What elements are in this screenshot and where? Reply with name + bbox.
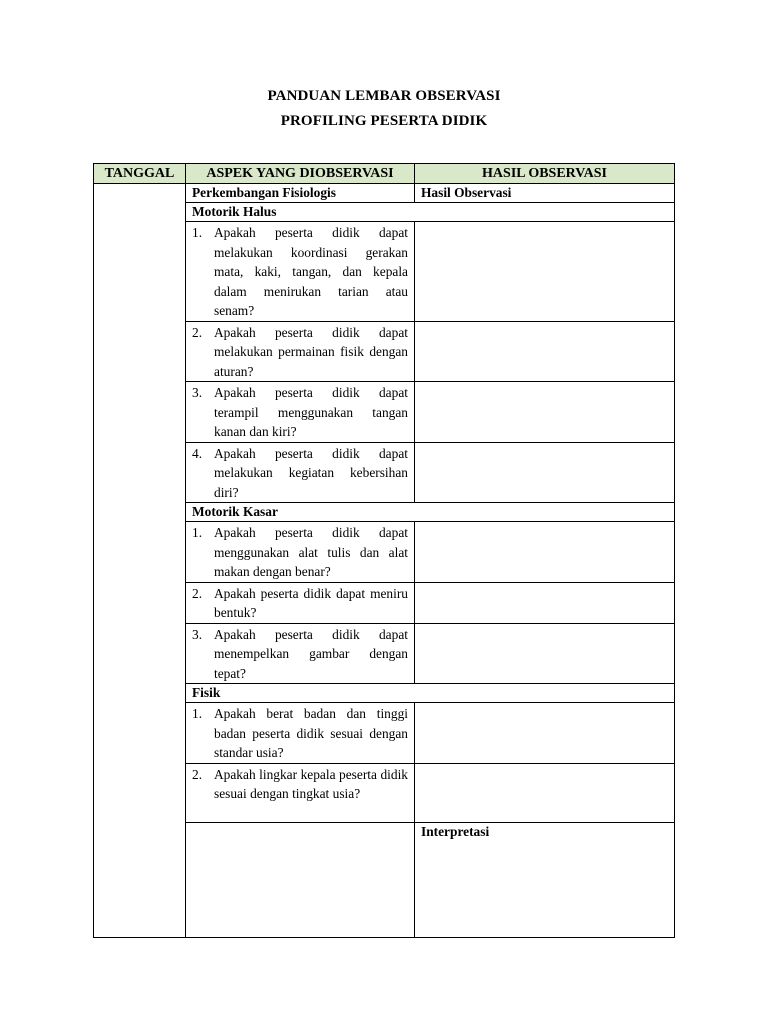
answer-cell[interactable] (415, 522, 675, 583)
question-text: Apakah peserta didik dapat menempelkan gambar dengan tepat? (214, 626, 408, 681)
answer-cell[interactable] (415, 703, 675, 764)
header-date: TANGGAL (94, 164, 186, 184)
answer-cell[interactable] (415, 382, 675, 443)
answer-cell[interactable] (415, 623, 675, 684)
question-item (186, 624, 414, 684)
document-subtitle: PROFILING PESERTA DIDIK (280, 113, 488, 129)
question-number: 1. (192, 706, 203, 721)
interpretation-label: Interpretasi (415, 822, 675, 937)
header-row (94, 164, 675, 184)
question-text: Apakah peserta didik dapat meniru bentuk? (214, 585, 408, 620)
question-item (186, 764, 414, 804)
question-number: 3. (192, 626, 203, 642)
question-number: 2. (192, 766, 203, 782)
group-title-motorik-kasar: Motorik Kasar (186, 503, 675, 522)
question-item (186, 583, 414, 623)
interpretation-aspect-cell[interactable] (186, 822, 415, 937)
section-title: Perkembangan Fisiologis (186, 184, 415, 203)
question-item (186, 443, 414, 503)
question-number: 2. (192, 585, 203, 601)
question-text: Apakah peserta didik dapat terampil menggunakan tangan kanan dan kiri? (214, 385, 408, 439)
section-row (94, 184, 675, 203)
question-item (186, 222, 414, 321)
question-number: 1. (192, 225, 203, 240)
answer-cell[interactable] (415, 222, 675, 322)
observation-table (93, 163, 675, 938)
document-title: PANDUAN LEMBAR OBSERVASI (267, 88, 501, 104)
question-item (186, 322, 414, 382)
question-text: Apakah peserta didik dapat menggunakan alat tulis dan alat makan dengan benar? (214, 525, 408, 579)
result-label: Hasil Observasi (415, 184, 675, 203)
question-text: Apakah berat badan dan tinggi badan peserta didik sesuai dengan standar usia? (214, 706, 408, 760)
header-result: HASIL OBSERVASI (415, 164, 675, 184)
header-aspect: ASPEK YANG DIOBSERVASI (186, 164, 415, 184)
question-item (186, 703, 414, 763)
question-text: Apakah peserta didik dapat melakukan permainan fisik dengan aturan? (214, 324, 408, 379)
answer-cell[interactable] (415, 582, 675, 623)
question-text: Apakah lingkar kepala peserta didik sesuai dengan tingkat usia? (214, 766, 408, 801)
group-title-motorik-halus: Motorik Halus (186, 203, 675, 222)
question-item (186, 382, 414, 442)
answer-cell[interactable] (415, 442, 675, 503)
question-number: 3. (192, 385, 203, 400)
question-number: 4. (192, 445, 203, 461)
answer-cell[interactable] (415, 763, 675, 822)
group-title-fisik: Fisik (186, 684, 675, 703)
question-number: 2. (192, 324, 203, 340)
date-cell[interactable] (94, 184, 186, 938)
answer-cell[interactable] (415, 321, 675, 382)
question-number: 1. (192, 525, 203, 540)
question-item (186, 522, 414, 582)
question-text: Apakah peserta didik dapat melakukan kegiatan kebersihan diri? (214, 445, 408, 500)
question-text: Apakah peserta didik dapat melakukan koordinasi gerakan mata, kaki, tangan, dan kepala dalam menirukan tarian atau senam? (214, 225, 408, 318)
